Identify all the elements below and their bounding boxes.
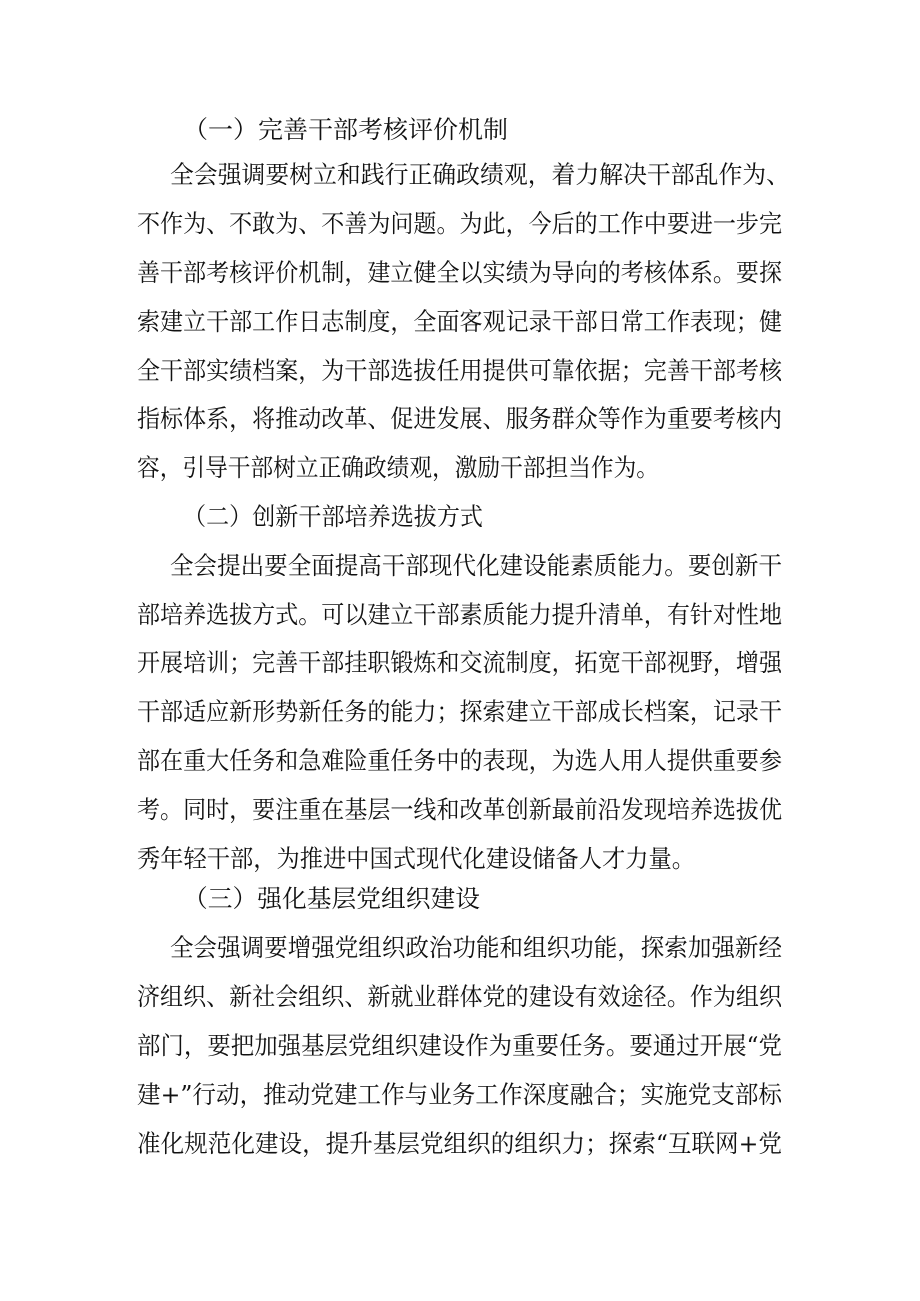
section-heading-1 xyxy=(183,110,920,150)
line-text: 索建立干部工作日志制度，全面客观记录干部日常工作表现；健 xyxy=(137,307,782,336)
section-heading-3 xyxy=(183,879,920,919)
heading-text: （二）创新干部培养选拔方式 xyxy=(183,502,483,531)
section-heading-2 xyxy=(183,497,920,537)
paragraph-line xyxy=(170,928,920,968)
heading-text: （三）强化基层党组织建设 xyxy=(183,884,480,913)
line-text: 部在重大任务和急难险重任务中的表现，为选人用人提供重要参 xyxy=(137,746,782,775)
paragraph-line xyxy=(137,302,920,342)
line-text: 指标体系，将推动改革、促进发展、服务群众等作为重要考核内 xyxy=(137,404,782,433)
paragraph-line xyxy=(137,204,920,244)
line-text: 全会提出要全面提高干部现代化建设能素质能力。要创新干 xyxy=(170,551,782,580)
line-text: 容，引导干部树立正确政绩观，激励干部担当作为。 xyxy=(137,453,659,482)
line-text: 干部适应新形势新任务的能力；探索建立干部成长档案，记录干 xyxy=(137,697,782,726)
paragraph-line xyxy=(137,351,920,391)
paragraph-line xyxy=(137,1026,920,1066)
line-text: 建+”行动，推动党建工作与业务工作深度融合；实施党支部标 xyxy=(137,1080,782,1109)
paragraph-line xyxy=(137,643,920,683)
heading-text: （一）完善干部考核评价机制 xyxy=(183,115,508,144)
line-text: 全会强调要树立和践行正确政绩观，着力解决干部乱作为、 xyxy=(170,160,790,189)
paragraph-line xyxy=(170,546,920,586)
paragraph-line xyxy=(137,253,920,293)
paragraph-line xyxy=(137,977,920,1017)
line-text: 部培养选拔方式。可以建立干部素质能力提升清单，有针对性地 xyxy=(137,600,782,629)
paragraph-line xyxy=(137,692,920,732)
paragraph-line xyxy=(137,1075,920,1115)
line-text: 不作为、不敢为、不善为问题。为此，今后的工作中要进一步完 xyxy=(137,209,782,238)
line-text: 开展培训；完善干部挂职锻炼和交流制度，拓宽干部视野，增强 xyxy=(137,648,782,677)
line-text: 秀年轻干部，为推进中国式现代化建设储备人才力量。 xyxy=(137,844,695,873)
line-text: 济组织、新社会组织、新就业群体党的建设有效途径。作为组织 xyxy=(137,982,782,1011)
paragraph-line xyxy=(137,839,920,879)
line-text: 准化规范化建设，提升基层党组织的组织力；探索“互联网+党 xyxy=(137,1129,782,1158)
line-text: 部门，要把加强基层党组织建设作为重要任务。要通过开展“党 xyxy=(137,1031,782,1060)
line-text: 善干部考核评价机制，建立健全以实绩为导向的考核体系。要探 xyxy=(137,258,782,287)
paragraph-line xyxy=(137,741,920,781)
line-text: 全干部实绩档案，为干部选拔任用提供可靠依据；完善干部考核 xyxy=(137,356,782,385)
paragraph-line xyxy=(137,1124,920,1164)
line-text: 全会强调要增强党组织政治功能和组织功能，探索加强新经 xyxy=(170,933,782,962)
paragraph-line xyxy=(137,595,920,635)
paragraph-line xyxy=(137,399,920,439)
paragraph-line xyxy=(170,155,920,195)
paragraph-line xyxy=(137,790,920,830)
line-text: 考。同时，要注重在基层一线和改革创新最前沿发现培养选拔优 xyxy=(137,795,782,824)
paragraph-line xyxy=(137,448,920,488)
